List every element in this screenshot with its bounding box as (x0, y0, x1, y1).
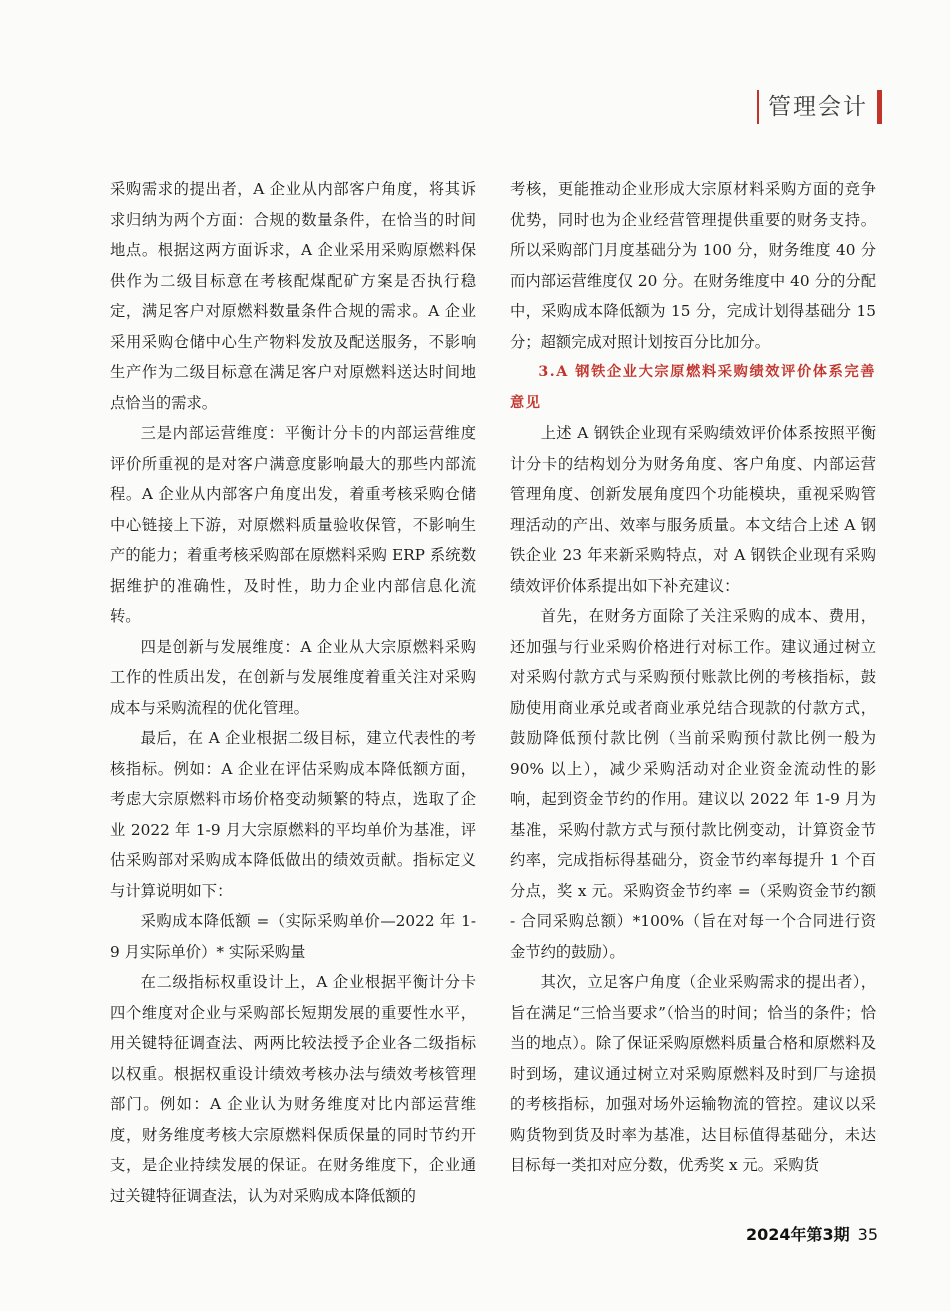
paragraph: 其次，立足客户角度（企业采购需求的提出者），旨在满足“三恰当要求”（恰当的时间；恰当的条件；恰当的地点）。除了保证采购原燃料质量合格和原燃料及时到场，建议通过树立对采购原燃料及时到厂与途损的考核指标，加强对场外运输物流的管控。建议以采购货物到货及时率为基准，达目标值得基础分，未达目标每一类扣对应分数，优秀奖 x 元。采购货 (510, 973, 876, 1174)
paragraph: 首先，在财务方面除了关注采购的成本、费用，还加强与行业采购价格进行对标工作。建议通过树立对采购付款方式与采购预付账款比例的考核指标，鼓励使用商业承兑或者商业承兑结合现款的付款方式，鼓励降低预付款比例（当前采购预付款比例一般为 90% 以上），减少采购活动对企业资金流动性的影响，起到资金节约的作用。建议以 2022 年 1-9 月为基准，采购付款方式与预付款比例变动，计算资金节约率，完成指标得基础分，资金节约率每提升 1 个百分点，奖 x 元。采购资金节约率 =（采购资金节约额 - 合同采购总额）*100%（旨在对每一个合同进行资金节约的鼓励）。 (510, 607, 876, 961)
paragraph: 上述 A 钢铁企业现有采购绩效评价体系按照平衡计分卡的结构划分为财务角度、客户角度、内部运营管理角度、创新发展角度四个功能模块，重视采购管理活动的产出、效率与服务质量。本文结合上述 A 钢铁企业 23 年来新采购特点，对 A 钢铁企业现有采购绩效评价体系提出如下补充建议： (510, 424, 876, 595)
paragraph: 四是创新与发展维度：A 企业从大宗原燃料采购工作的性质出发，在创新与发展维度着重关注对采购成本与采购流程的优化管理。 (110, 637, 476, 717)
page-footer (746, 1222, 878, 1245)
section-header (757, 88, 882, 126)
issue-label: 2024年第3期 (745, 1225, 850, 1244)
formula: 采购成本降低额 =（实际采购单价—2022 年 1-9 月实际单价）* 实际采购量 (110, 912, 476, 961)
page-number: 35 (857, 1225, 878, 1244)
subheading: 3.A 钢铁企业大宗原燃料采购绩效评价体系完善意见 (510, 364, 876, 411)
section-title: 管理会计 (768, 94, 868, 120)
header-divider-right (877, 90, 882, 124)
paragraph: 考核，更能推动企业形成大宗原材料采购方面的竞争优势，同时也为企业经营管理提供重要的财务支持。所以采购部门月度基础分为 100 分，财务维度 40 分而内部运营维度仅 20 分。在财务维度中 40 分的分配中，采购成本降低额为 15 分，完成计划得基础分 15 分；超额完成对照计划按百分比加分。 (510, 180, 876, 351)
left-column (110, 174, 476, 1211)
right-column (510, 174, 876, 1181)
paragraph: 三是内部运营维度：平衡计分卡的内部运营维度评价所重视的是对客户满意度影响最大的那些内部流程。A 企业从内部客户角度出发，着重考核采购仓储中心链接上下游，对原燃料质量验收保管，不影响生产的能力；着重考核采购部在原燃料采购 ERP 系统数据维护的准确性，及时性，助力企业内部信息化流转。 (110, 424, 476, 625)
paragraph: 最后，在 A 企业根据二级目标，建立代表性的考核指标。例如：A 企业在评估采购成本降低额方面，考虑大宗原燃料市场价格变动频繁的特点，选取了企业 2022 年 1-9 月大宗原燃料的平均单价为基准，评估采购部对采购成本降低做出的绩效贡献。指标定义与计算说明如下： (110, 729, 476, 900)
paragraph: 在二级指标权重设计上，A 企业根据平衡计分卡四个维度对企业与采购部长短期发展的重要性水平，用关键特征调查法、两两比较法授予企业各二级指标以权重。根据权重设计绩效考核办法与绩效考核管理部门。例如：A 企业认为财务维度对比内部运营维度，财务维度考核大宗原燃料保质保量的同时节约开支，是企业持续发展的保证。在财务维度下，企业通过关键特征调查法，认为对采购成本降低额的 (110, 973, 476, 1205)
paragraph: 采购需求的提出者，A 企业从内部客户角度，将其诉求归纳为两个方面：合规的数量条件，在恰当的时间地点。根据这两方面诉求，A 企业采用采购原燃料保供作为二级目标意在考核配煤配矿方案是否执行稳定，满足客户对原燃料数量条件合规的需求。A 企业采用采购仓储中心生产物料发放及配送服务，不影响生产作为二级目标意在满足客户对原燃料送达时间地点恰当的需求。 (110, 180, 476, 412)
